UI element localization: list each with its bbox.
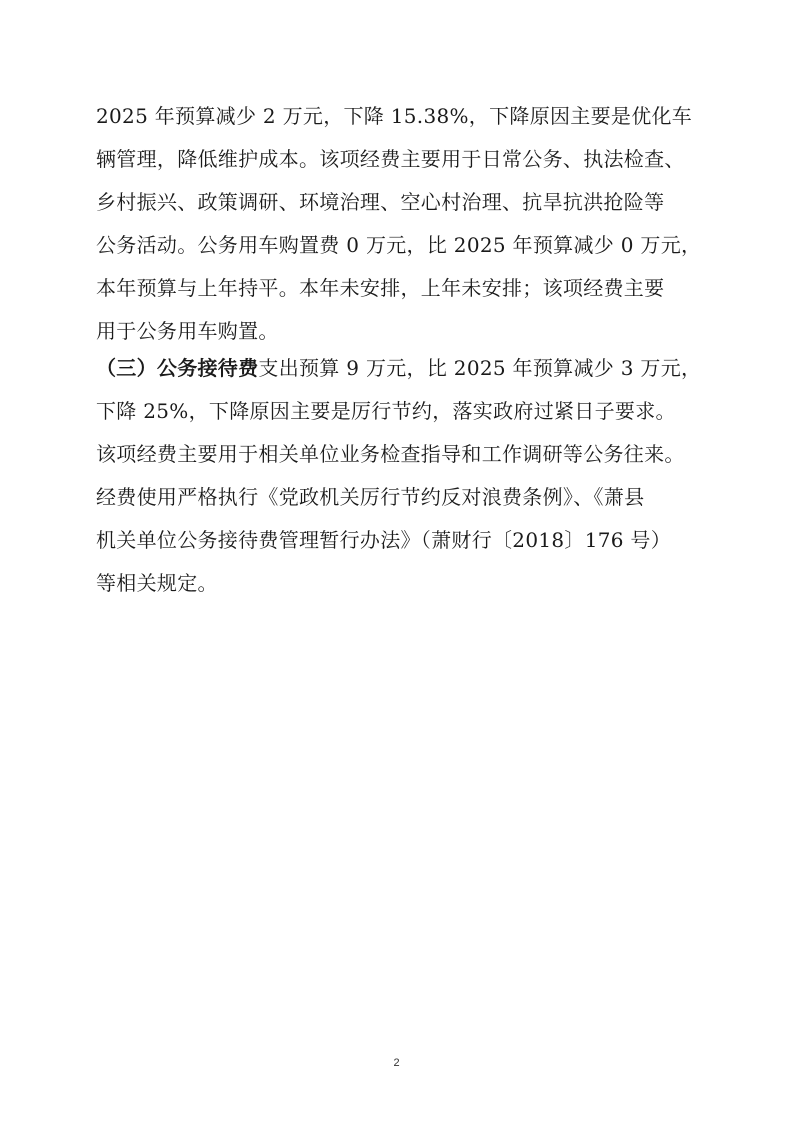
body-text-line: 下降 25%，下降原因主要是厉行节约，落实政府过紧日子要求。 xyxy=(96,399,676,423)
body-text-line: 本年预算与上年持平。本年未安排，上年未安排；该项经费主要 xyxy=(96,276,665,300)
body-text-line: 公务活动。公务用车购置费 0 万元，比 2025 年预算减少 0 万元， xyxy=(96,233,702,257)
section-heading: （三）公务接待费 xyxy=(96,356,259,380)
body-text-line: 经费使用严格执行《党政机关厉行节约反对浪费条例》、《萧县 xyxy=(96,485,645,509)
section-text: 支出预算 9 万元，比 2025 年预算减少 3 万元， xyxy=(258,356,702,380)
body-text-line: 辆管理，降低维护成本。该项经费主要用于日常公务、执法检查、 xyxy=(96,147,685,171)
body-text-line: 用于公务用车购置。 xyxy=(96,319,279,343)
body-text-line: 该项经费主要用于相关单位业务检查指导和工作调研等公务往来。 xyxy=(96,442,685,466)
body-text-line: 乡村振兴、政策调研、环境治理、空心村治理、抗旱抗洪抢险等 xyxy=(96,190,665,214)
section-paragraph-first-line xyxy=(96,355,716,381)
page-number: 2 xyxy=(393,1057,400,1069)
body-text-line: 机关单位公务接待费管理暂行办法》（萧财行〔2018〕176 号） xyxy=(96,528,672,552)
body-text-line: 2025 年预算减少 2 万元，下降 15.38%，下降原因主要是优化车 xyxy=(96,104,693,128)
body-text-line: 等相关规定。 xyxy=(96,571,218,595)
